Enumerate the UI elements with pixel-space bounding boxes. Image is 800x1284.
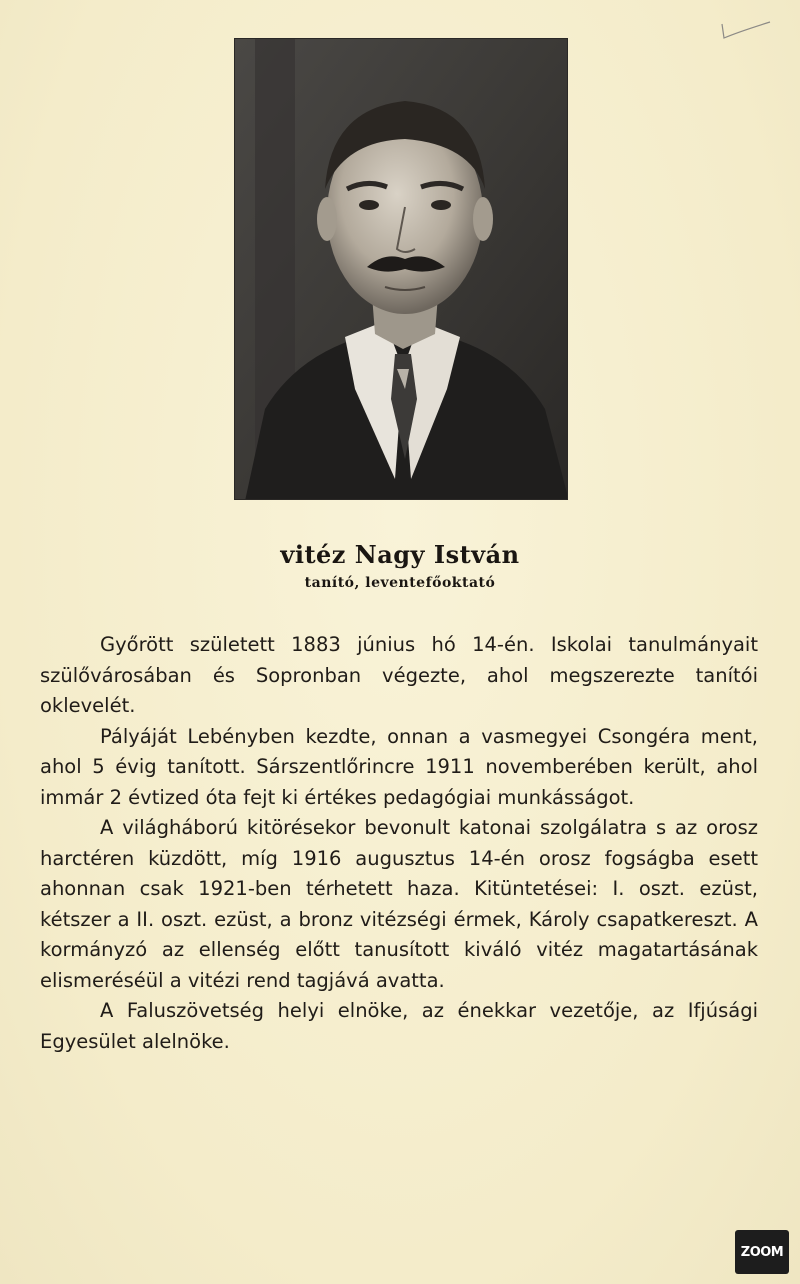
pencil-mark-icon [718, 18, 778, 48]
paragraph: A világháború kitörésekor bevonult katonai szolgálatra s az orosz harctéren küzdött, míg 1916 augusztus 14-én orosz fogságba esett ahonnan csak 1921-ben térhetett haza. Kitüntetései: I. oszt. ezüst, kétszer a II. oszt. ezüst, a bronz vitézségi érmek, Károly csapatkereszt. A kormányzó az ellenség előtt tanusított kiváló vitéz magatartásának elismeréséül a vitézi rend tagjává avatta. [40, 816, 758, 992]
portrait-photo [234, 38, 568, 500]
paragraph: Pályáját Lebényben kezdte, onnan a vasmegyei Csongéra ment, ahol 5 évig tanított. Sárszentlőrincre 1911 novemberében került, ahol immár 2 évtized óta fejt ki értékes pedagógiai munkásságot. [40, 724, 758, 809]
person-role: tanító, leventefőoktató [304, 575, 496, 591]
paragraph: Győrött született 1883 június hó 14-én. Iskolai tanulmányait szülővárosában és Sopronban végezte, ahol megszerezte tanítói oklevelét. [40, 633, 758, 717]
biography-text [40, 630, 758, 1057]
person-name: vitéz Nagy István [280, 540, 520, 569]
heading [0, 540, 800, 591]
paragraph: A Faluszövetség helyi elnöke, az énekkar vezetője, az Ifjúsági Egyesület alelnöke. [40, 999, 758, 1053]
zoom-logo-icon[interactable]: ZOOM [735, 1230, 789, 1274]
